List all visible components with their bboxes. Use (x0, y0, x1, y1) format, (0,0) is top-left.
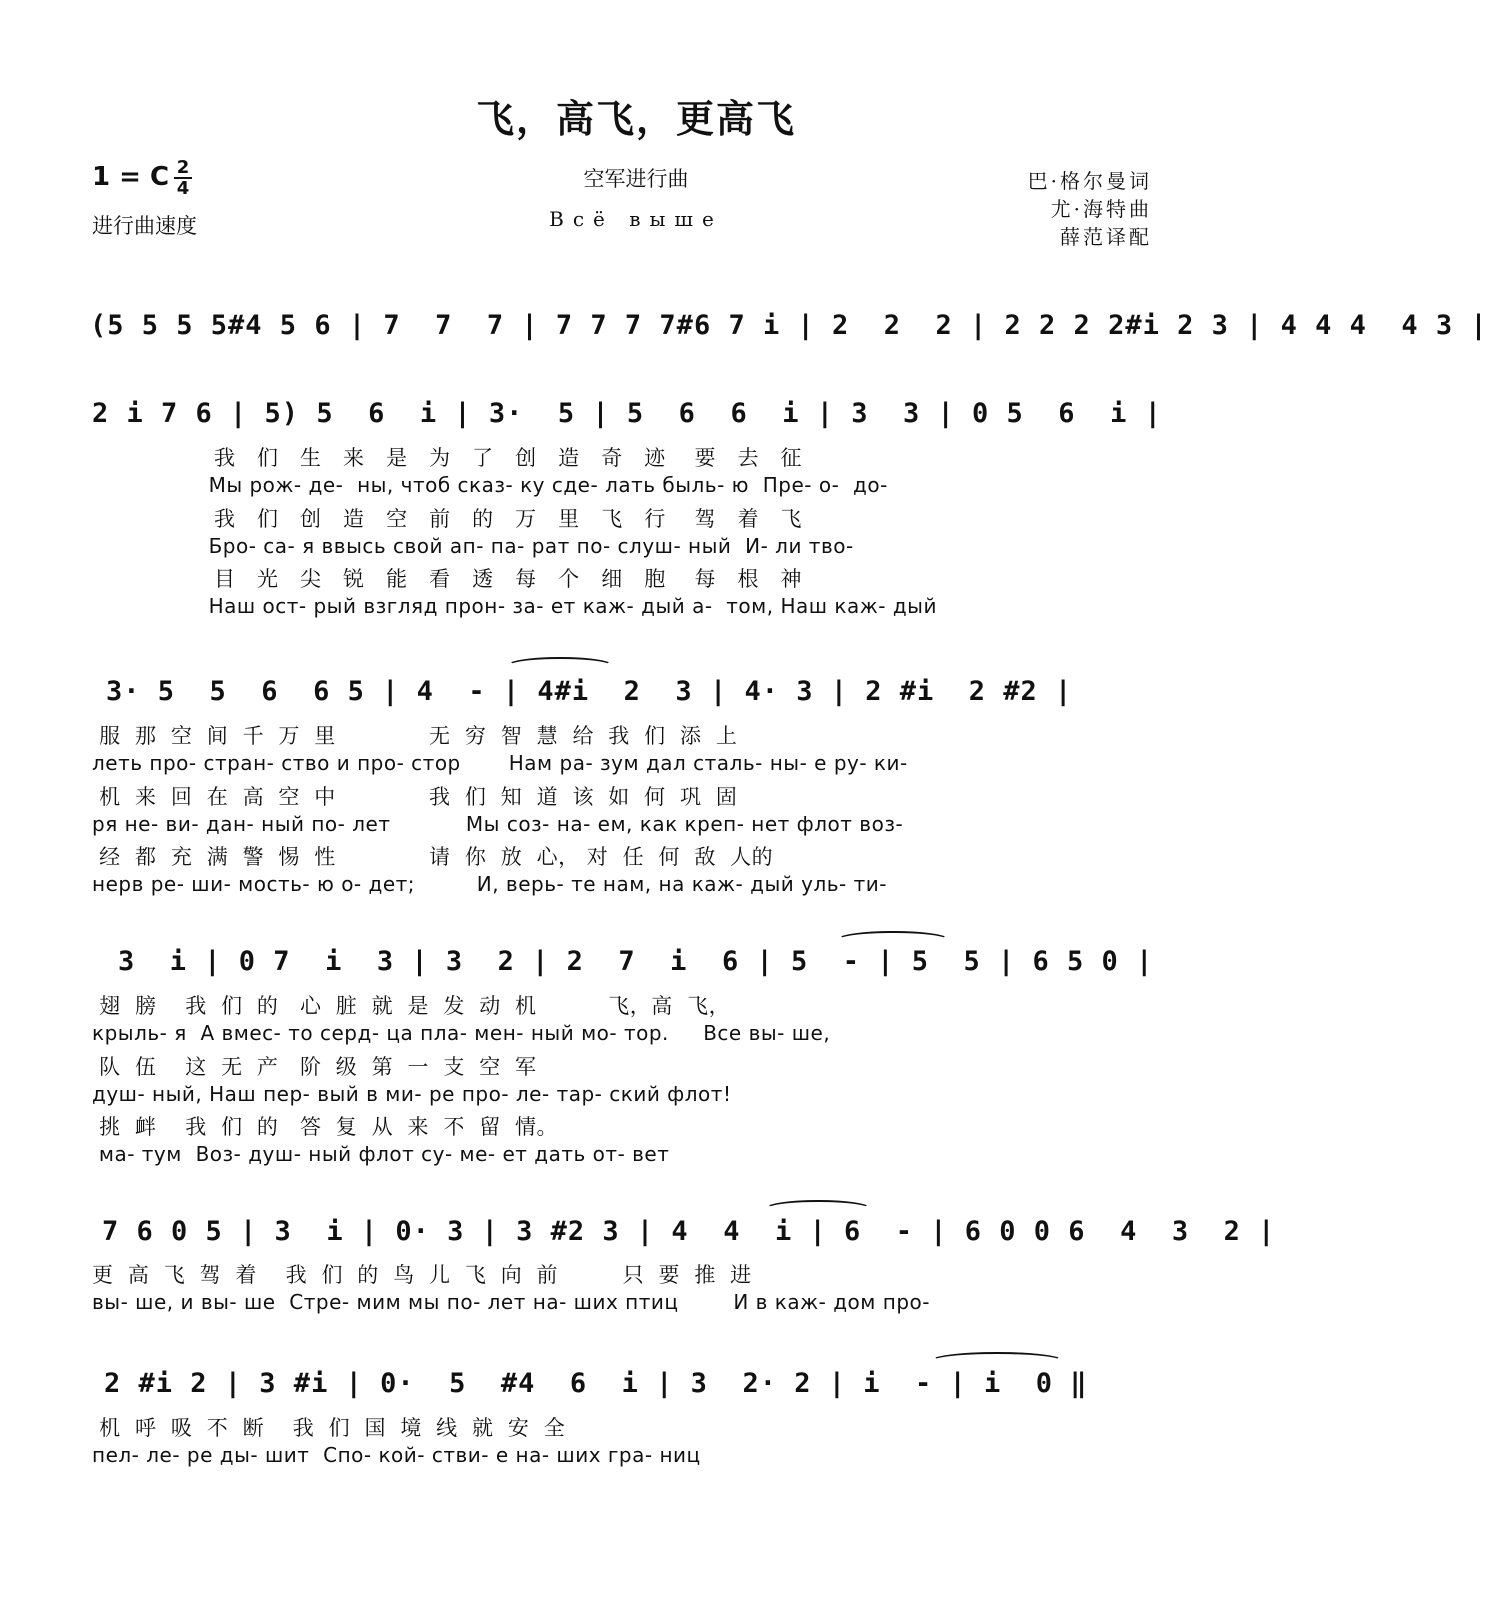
lyric-line: ря не- ви- дан- ный по- лет Мы соз- на- ем, как креп- нет флот воз- (92, 812, 904, 836)
lyric-line: пел- ле- ре ды- шит Спо- кой- стви- е на- ших гра- ниц (92, 1443, 701, 1467)
lyric-line: 目 光 尖 锐 能 看 透 每 个 细 胞 每 根 神 (92, 567, 802, 591)
russian-title: Всё выше (549, 207, 723, 231)
lyric-line: 更 高 飞 驾 着 我 们 的 鸟 儿 飞 向 前 只 要 推 进 (92, 1263, 752, 1287)
subtitle: 空军进行曲 (583, 167, 689, 191)
lyric-line: нерв ре- ши- мость- ю о- дет; И, верь- те нам, на каж- дый уль- ти- (92, 872, 887, 896)
tie-arc (506, 657, 614, 675)
lyric-line: 机 呼 吸 不 断 我 们 国 境 线 就 安 全 (92, 1416, 566, 1440)
lyric-line: вы- ше, и вы- ше Стре- мим мы по- лет на- ших птиц И в каж- дом про- (92, 1290, 930, 1314)
lyric-line: 我 们 生 来 是 为 了 创 造 奇 迹 要 去 征 (92, 446, 802, 470)
notation-line: 2 #i 2 | 3 #i | 0· 5 #4 6 i | 3 2· 2 | i - | i 0 ‖ (104, 1368, 1088, 1399)
time-signature-top: 2 (176, 157, 190, 178)
lyric-line: крыль- я А вмес- то серд- ца пла- мен- ный мо- тор. Все вы- ше, (92, 1021, 831, 1045)
song-title: 飞，高飞，更高飞 (475, 97, 796, 141)
arranger-credit: 薛范译配 (1060, 225, 1152, 249)
lyric-line: Бро- са- я ввысь свой ап- па- рат по- слуш- ный И- ли тво- (92, 534, 854, 558)
notation-line: 3 i | 0 7 i 3 | 3 2 | 2 7 i 6 | 5 - | 5 5 | 6 5 0 | (118, 946, 1154, 977)
notation-line: 3· 5 5 6 6 5 | 4 - | 4#i 2 3 | 4· 3 | 2 #i 2 #2 | (106, 676, 1073, 707)
lyric-line: душ- ный, Наш пер- вый в ми- ре про- ле- тар- ский флот! (92, 1082, 732, 1106)
lyric-line: 队 伍 这 无 产 阶 级 第 一 支 空 军 (92, 1055, 537, 1079)
lyricist-credit: 巴·格尔曼词 (1027, 169, 1152, 193)
lyric-line: 翅 膀 我 们 的 心 脏 就 是 发 动 机 飞，高 飞， (92, 994, 731, 1018)
tempo-marking: 进行曲速度 (92, 214, 197, 238)
lyric-line: ма- тум Воз- душ- ный флот су- ме- ет дать от- вет (92, 1142, 670, 1166)
time-signature-bottom: 4 (176, 178, 190, 199)
notation-line: 7 6 0 5 | 3 i | 0· 3 | 3 #2 3 | 4 4 i | 6 - | 6 0 0 6 4 3 2 | (102, 1216, 1276, 1247)
lyric-line: Наш ост- рый взгляд прон- за- ет каж- дый а- том, Наш каж- дый (92, 594, 937, 618)
lyric-line: 我 们 创 造 空 前 的 万 里 飞 行 驾 着 飞 (92, 507, 802, 531)
lyric-line: 机 来 回 在 高 空 中 我 们 知 道 该 如 何 巩 固 (92, 785, 738, 809)
lyric-line: 经 都 充 满 警 惕 性 请 你 放 心， 对 任 何 敌 人的 (92, 845, 774, 869)
composer-credit: 尤·海特曲 (1050, 197, 1152, 221)
lyric-line: Мы рож- де- ны, чтоб сказ- ку сде- лать быль- ю Пре- о- до- (92, 473, 888, 497)
notation-line: 2 i 7 6 | 5) 5 6 i | 3· 5 | 5 6 6 i | 3 3 | 0 5 6 i | (92, 398, 1162, 429)
lyric-line: 挑 衅 我 们 的 答 复 从 来 不 留 情。 (92, 1115, 559, 1139)
lyric-line: леть про- стран- ство и про- стор Нам ра- зум дал сталь- ны- е ру- ки- (92, 751, 908, 775)
notation-line: (5 5 5 5#4 5 6 | 7 7 7 | 7 7 7 7#6 7 i | 2 2 2 | 2 2 2 2#i 2 3 | 4 4 4 4 3 | (90, 310, 1488, 341)
lyric-line: 服 那 空 间 千 万 里 无 穷 智 慧 给 我 们 添 上 (92, 724, 738, 748)
key-signature: 1 = C (92, 162, 170, 192)
